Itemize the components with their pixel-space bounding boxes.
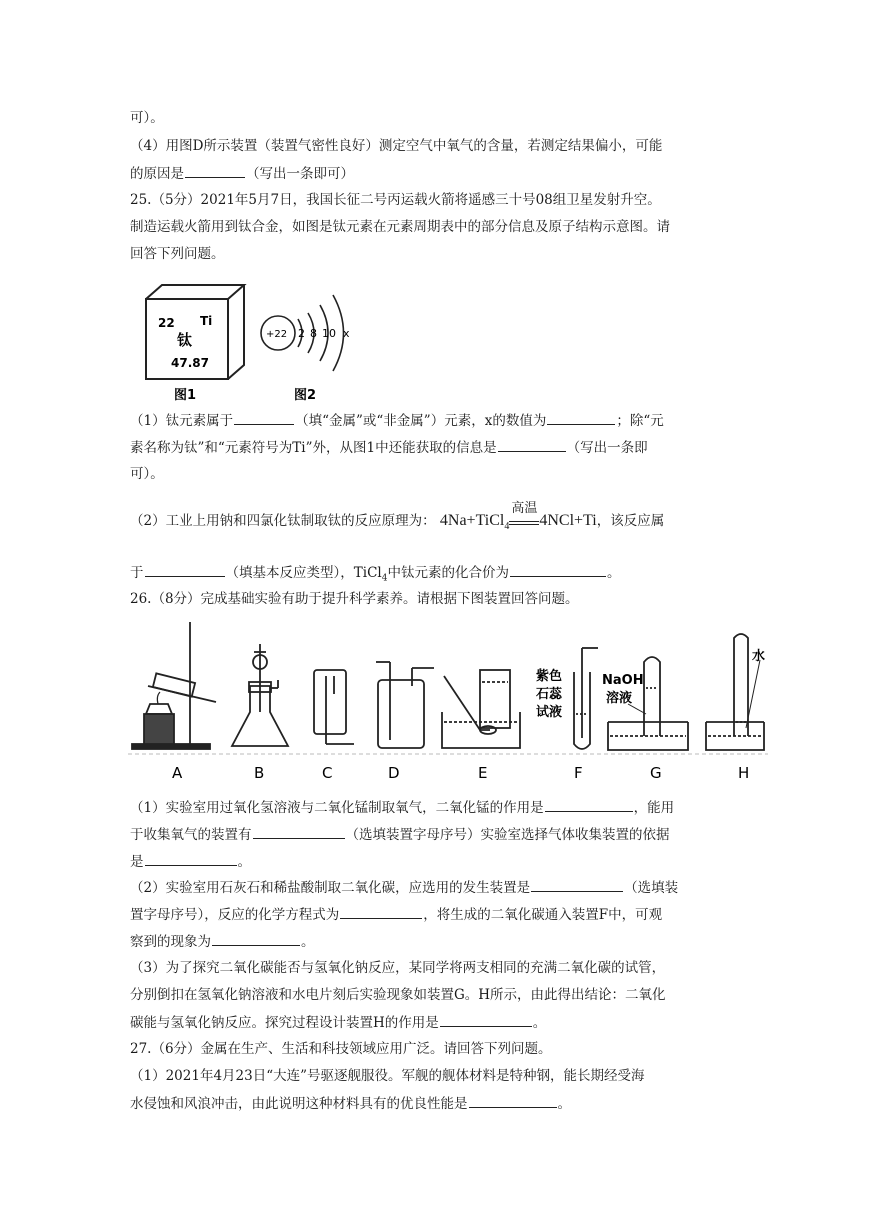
label-c: C (322, 764, 333, 782)
text-line: 回答下列问题。 (130, 246, 225, 262)
apparatus-a (132, 622, 216, 749)
text-line: 碳能与氢氧化钠反应。探究过程设计装置H的作用是 。 (130, 1012, 546, 1033)
text-line: （4）用图D所示装置（装置气密性良好）测定空气中氧气的含量，若测定结果偏小，可能 (130, 138, 663, 154)
g-reagent-1: NaOH (602, 673, 644, 688)
label-b: B (254, 764, 265, 782)
h-reagent: 水 (752, 649, 766, 664)
text-line: 是 。 (130, 851, 251, 872)
answer-blank[interactable] (510, 562, 606, 577)
g-reagent-2: 溶液 (606, 691, 633, 706)
shell-2: 8 (310, 327, 317, 340)
answer-blank[interactable] (185, 163, 245, 178)
label-f: F (574, 764, 583, 782)
text-line: （1）实验室用过氧化氢溶液与二氧化锰制取氧气，二氧化锰的作用是 ，能用 (130, 797, 674, 818)
shell-1: 2 (298, 327, 305, 340)
text-line: 制造运载火箭用到钛合金，如图是钛元素在元素周期表中的部分信息及原子结构示意图。请 (130, 219, 670, 235)
text-line: 可）。 (130, 466, 164, 482)
f-reagent-2: 石蕊 (536, 687, 563, 702)
reaction-condition: 高温 (509, 518, 539, 525)
text-line: 察到的现象为 。 (130, 931, 315, 952)
f-reagent-1: 紫色 (536, 669, 563, 684)
answer-blank[interactable] (145, 562, 225, 577)
answer-blank[interactable] (531, 877, 623, 892)
text-line: （3）为了探究二氧化碳能否与氢氧化钠反应，某同学将两支相同的充满二氧化碳的试管， (130, 960, 666, 976)
label-h: H (738, 764, 750, 782)
apparatus-f (574, 648, 598, 749)
label-e: E (478, 764, 488, 782)
answer-blank[interactable] (547, 410, 615, 425)
atomic-mass: 47.87 (171, 356, 209, 370)
apparatus-b (232, 644, 288, 746)
label-d: D (388, 764, 400, 782)
apparatus-e (442, 670, 520, 748)
text-line: 置字母序号），反应的化学方程式为 ，将生成的二氧化碳通入装置F中，可观 (130, 904, 662, 925)
apparatus-figure (128, 618, 768, 788)
text-line: （2）实验室用石灰石和稀盐酸制取二氧化碳，应选用的发生装置是 （选填装 (130, 877, 678, 898)
answer-blank[interactable] (440, 1012, 532, 1027)
text-line: 水侵蚀和风浪冲击，由此说明这种材料具有的优良性能是 。 (130, 1093, 571, 1114)
text-line: 25.（5分）2021年5月7日，我国长征二号丙运载火箭将遥感三十号08组卫星发射升空。 (130, 192, 661, 208)
reaction-formula: 4Na+TiCl$_4$ 高温 4NCl+Ti (439, 501, 597, 533)
apparatus-d (376, 662, 434, 748)
answer-blank[interactable] (498, 437, 566, 452)
text-line: 分别倒扣在氢氧化钠溶液和水电片刻后实验现象如装置G。H所示，由此得出结论：二氧化 (130, 987, 666, 1003)
text-line: 于收集氧气的装置有 （选填装置字母序号）实验室选择气体收集装置的依据 (130, 824, 670, 845)
text-line: 素名称为钛”和“元素符号为Ti”外，从图1中还能获取的信息是 （写出一条即 (130, 437, 648, 458)
answer-blank[interactable] (545, 797, 633, 812)
f-reagent-3: 试液 (536, 705, 563, 720)
element-symbol: Ti (200, 314, 213, 328)
answer-blank[interactable] (145, 851, 237, 866)
caption-fig2: 图2 (294, 388, 317, 403)
shell-4: x (343, 327, 350, 340)
answer-blank[interactable] (212, 931, 300, 946)
element-name: 钛 (177, 331, 193, 349)
text-line: 于 （填基本反应类型），TiCl$_4$中钛元素的化合价为 。 (130, 562, 620, 589)
answer-blank[interactable] (234, 410, 294, 425)
answer-blank[interactable] (340, 904, 422, 919)
atomic-number: 22 (158, 316, 175, 330)
titanium-figure (140, 283, 380, 403)
apparatus-c (314, 670, 354, 744)
nucleus-charge: +22 (266, 329, 288, 340)
text-line: （1）2021年4月23日“大连”号驱逐舰服役。军舰的舰体材料是特种钢，能长期经受海 (130, 1068, 645, 1084)
answer-blank[interactable] (469, 1093, 557, 1108)
label-a: A (172, 764, 183, 782)
text-line: （2）工业上用钠和四氯化钛制取钛的反应原理为： 4Na+TiCl$_4$ 高温 4NCl+Ti，该反应属 (130, 511, 664, 537)
text-line: 的原因是 （写出一条即可） (130, 163, 354, 184)
text-line: 27.（6分）金属在生产、生活和科技领域应用广泛。请回答下列问题。 (130, 1041, 552, 1057)
text-line: 可）。 (130, 110, 164, 126)
shell-3: 10 (322, 327, 336, 340)
text-line: （1）钛元素属于 （填“金属”或“非金属”）元素，x的数值为 ；除“元 (130, 410, 664, 431)
answer-blank[interactable] (253, 824, 345, 839)
text-line: 26.（8分）完成基础实验有助于提升科学素养。请根据下图装置回答问题。 (130, 591, 579, 607)
label-g: G (650, 764, 662, 782)
caption-fig1: 图1 (174, 388, 197, 403)
